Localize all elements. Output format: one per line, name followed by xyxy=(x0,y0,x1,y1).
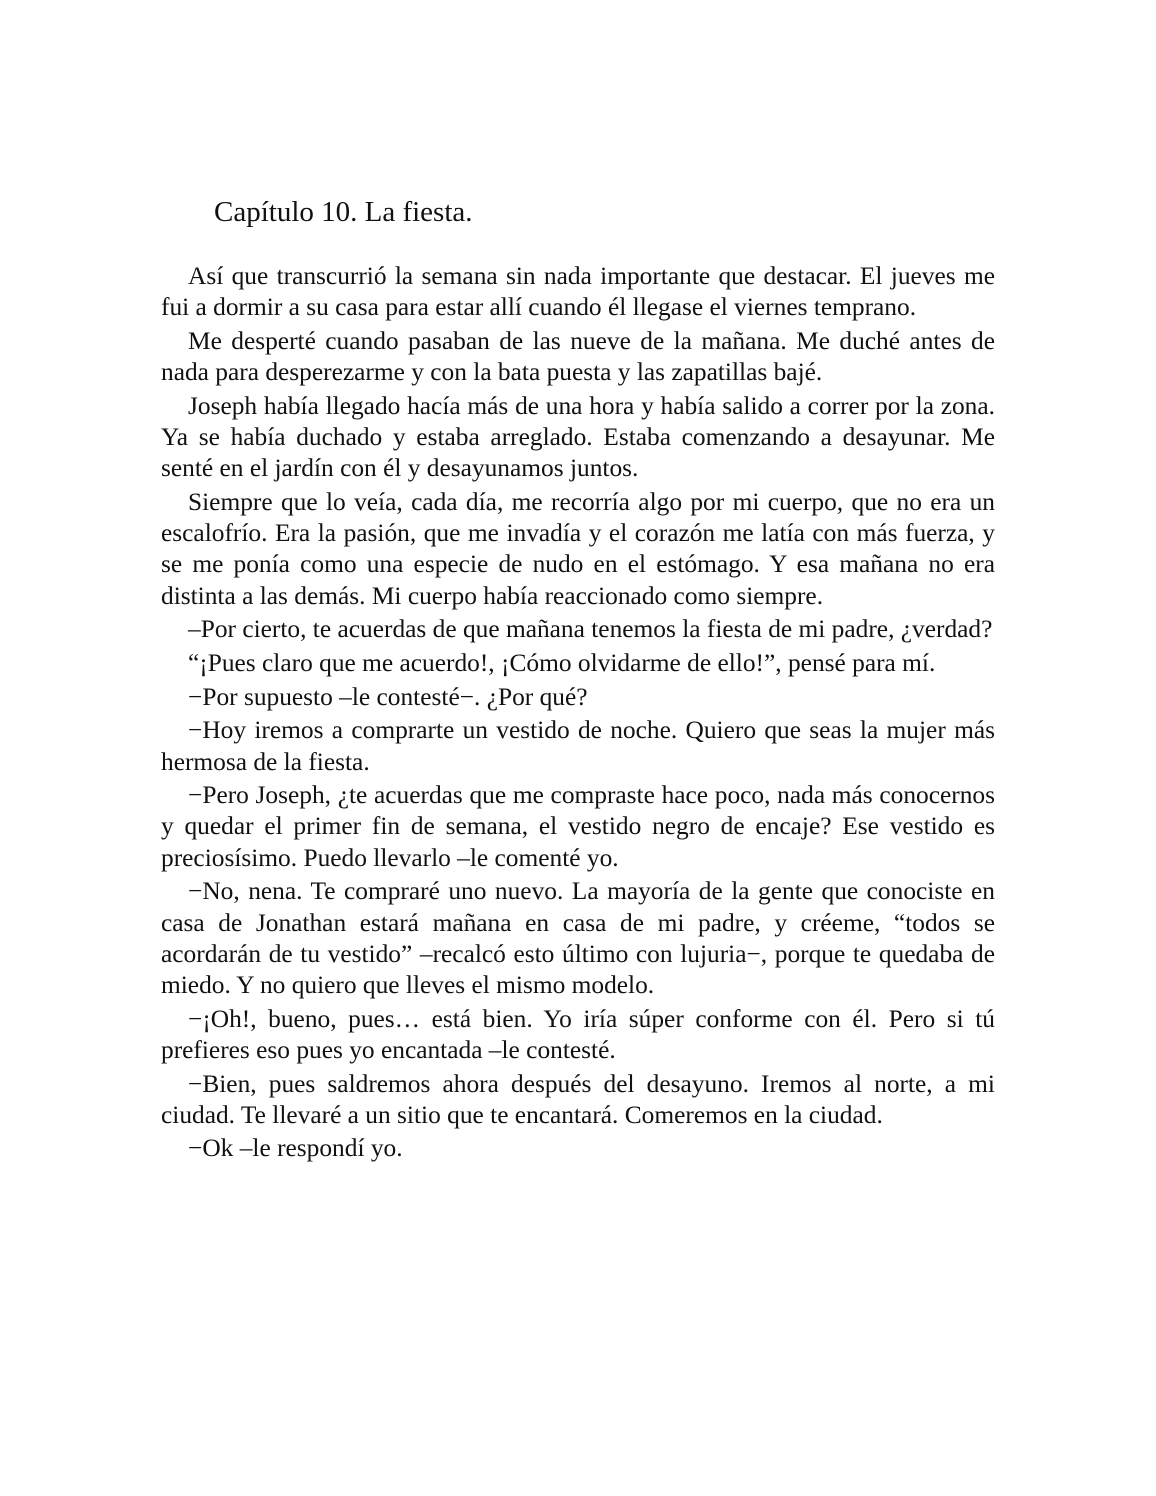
paragraph: Me desperté cuando pasaban de las nueve de la mañana. Me duché antes de nada para desperezarme y con la bata puesta y las zapatillas bajé. xyxy=(161,326,995,387)
dialogue-paragraph: −No, nena. Te compraré uno nuevo. La mayoría de la gente que conociste en casa de Jonathan estará mañana en casa de mi padre, y créeme, “todos se acordarán de tu vestido” –recalcó esto último con lujuria−, porque te quedaba de miedo. Y no quiero que lleves el mismo modelo. xyxy=(161,877,995,999)
chapter-title: Capítulo 10. La fiesta. xyxy=(214,196,473,228)
dialogue-paragraph: −Hoy iremos a comprarte un vestido de noche. Quiero que seas la mujer más hermosa de la fiesta. xyxy=(161,716,995,776)
dialogue-paragraph: −Por supuesto –le contesté−. ¿Por qué? xyxy=(188,682,588,711)
thought-paragraph: “¡Pues claro que me acuerdo!, ¡Cómo olvidarme de ello!”, pensé para mí. xyxy=(188,648,936,677)
dialogue-paragraph: −Pero Joseph, ¿te acuerdas que me compraste hace poco, nada más conocernos y quedar el primer fin de semana, el vestido negro de encaje? Ese vestido es preciosísimo. Puedo llevarlo –le comenté yo. xyxy=(161,781,995,872)
dialogue-paragraph: –Por cierto, te acuerdas de que mañana tenemos la fiesta de mi padre, ¿verdad? xyxy=(188,615,993,644)
dialogue-paragraph: −¡Oh!, bueno, pues… está bien. Yo iría súper conforme con él. Pero si tú prefieres eso pues yo encantada –le contesté. xyxy=(161,1004,995,1064)
dialogue-paragraph: −Ok –le respondí yo. xyxy=(188,1134,403,1163)
chapter-body xyxy=(161,261,995,1167)
dialogue-paragraph: −Bien, pues saldremos ahora después del desayuno. Iremos al norte, a mi ciudad. Te llevaré a un sitio que te encantará. Comeremos en la ciudad. xyxy=(161,1069,995,1129)
paragraph: Joseph había llegado hacía más de una hora y había salido a correr por la zona. Ya se había duchado y estaba arreglado. Estaba comenzando a desayunar. Me senté en el jardín con él y desayunamos juntos. xyxy=(161,391,995,483)
paragraph: Siempre que lo veía, cada día, me recorría algo por mi cuerpo, que no era un escalofrío. Era la pasión, que me invadía y el corazón me latía con más fuerza, y se me ponía como una especie de nudo en el estómago. Y esa mañana no era distinta a las demás. Mi cuerpo había reaccionado como siempre. xyxy=(161,487,995,610)
paragraph: Así que transcurrió la semana sin nada importante que destacar. El jueves me fui a dormir a su casa para estar allí cuando él llegase el viernes temprano. xyxy=(161,262,995,322)
